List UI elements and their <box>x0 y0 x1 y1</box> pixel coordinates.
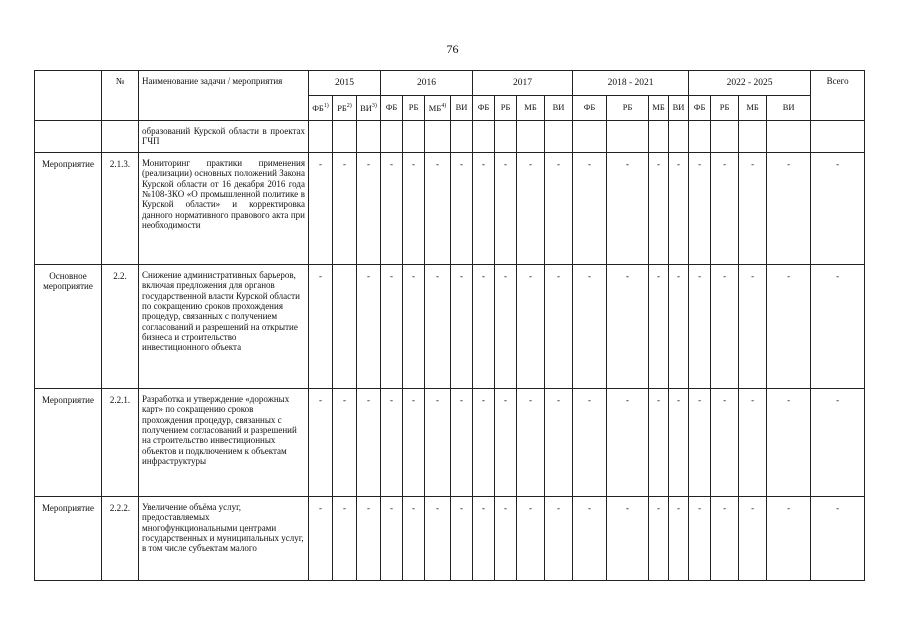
funding-cell: - <box>545 265 573 389</box>
header-source-label: РБ <box>408 102 419 113</box>
header-type <box>35 71 102 121</box>
header-source <box>333 96 357 121</box>
row-description: образований Курской области в проектах ГЧП <box>139 121 309 153</box>
footnote-marker: 1) <box>323 102 329 109</box>
row-number <box>102 121 139 153</box>
funding-cell <box>573 121 607 153</box>
funding-cell: - <box>607 265 649 389</box>
funding-cell: - <box>473 389 495 497</box>
table-header <box>35 71 865 121</box>
funding-table <box>34 70 865 581</box>
funding-cell <box>403 121 425 153</box>
header-source <box>739 96 767 121</box>
funding-cell: - <box>473 153 495 265</box>
funding-cell: - <box>689 389 711 497</box>
funding-cell: - <box>517 497 545 581</box>
funding-cell <box>739 121 767 153</box>
funding-cell: - <box>811 497 865 581</box>
header-year-2017: 2017 <box>473 71 573 96</box>
funding-cell: - <box>517 389 545 497</box>
funding-cell: - <box>381 265 403 389</box>
funding-cell <box>811 121 865 153</box>
funding-cell <box>517 121 545 153</box>
header-source <box>669 96 689 121</box>
row-number: 2.1.3. <box>102 153 139 265</box>
row-description: Мониторинг практики применения (реализации) основных положений Закона Курской области от 16 декабря 2016 года №108-ЗКО «О промышленной политике в Курской области» и корректировка данного нормативного правового акта при необходимости <box>139 153 309 265</box>
header-source <box>451 96 473 121</box>
funding-cell <box>545 121 573 153</box>
table-row <box>35 265 865 389</box>
funding-cell: - <box>711 265 739 389</box>
funding-cell: - <box>669 265 689 389</box>
header-source-label: ФБ <box>693 102 706 113</box>
footnote-marker: 4) <box>441 102 447 109</box>
header-num: № <box>102 71 139 121</box>
funding-cell: - <box>649 153 669 265</box>
funding-cell: - <box>473 497 495 581</box>
row-description: Увеличение объёма услуг, предоставляемых многофункциональными центрами государственных и муниципальных услуг, в том числе субъектам малого <box>139 497 309 581</box>
header-source-label: РБ <box>337 102 347 113</box>
header-source <box>381 96 403 121</box>
funding-cell: - <box>451 265 473 389</box>
header-source-label: ВИ <box>552 102 565 113</box>
funding-cell: - <box>811 265 865 389</box>
funding-cell: - <box>573 389 607 497</box>
funding-cell <box>451 121 473 153</box>
funding-cell: - <box>451 497 473 581</box>
header-source <box>517 96 545 121</box>
header-source-label: ВИ <box>782 102 795 113</box>
header-year-2016: 2016 <box>381 71 473 96</box>
funding-cell: - <box>689 497 711 581</box>
funding-cell: - <box>607 389 649 497</box>
funding-cell: - <box>425 389 451 497</box>
funding-cell: - <box>669 153 689 265</box>
funding-cell <box>669 121 689 153</box>
funding-cell <box>767 121 811 153</box>
footnote-marker: 2) <box>346 102 352 109</box>
header-source <box>711 96 739 121</box>
funding-cell: - <box>649 497 669 581</box>
funding-cell: - <box>495 389 517 497</box>
funding-cell: - <box>333 497 357 581</box>
funding-cell: - <box>811 389 865 497</box>
funding-cell: - <box>473 265 495 389</box>
header-source <box>573 96 607 121</box>
row-type: Мероприятие <box>35 389 102 497</box>
table-row <box>35 153 865 265</box>
header-source-label: ФБ <box>385 102 398 113</box>
header-source-label: ФБ <box>477 102 490 113</box>
table-row <box>35 497 865 581</box>
funding-cell: - <box>649 389 669 497</box>
funding-cell: - <box>357 389 381 497</box>
funding-cell: - <box>607 153 649 265</box>
footnote-marker: 3) <box>371 102 377 109</box>
header-source-label: МБ <box>428 102 442 113</box>
funding-cell: - <box>425 265 451 389</box>
row-number: 2.2.2. <box>102 497 139 581</box>
funding-cell: - <box>309 153 333 265</box>
funding-cell: - <box>425 497 451 581</box>
header-source <box>495 96 517 121</box>
funding-cell <box>711 121 739 153</box>
funding-cell: - <box>357 497 381 581</box>
header-source <box>403 96 425 121</box>
row-description: Снижение административных барьеров, включая предложения для органов государственной власти Курской области по сокращению сроков прохождения процедур, связанных с получением согласований и разрешений на открытие бизнеса и строительство инвестиционного объекта <box>139 265 309 389</box>
funding-cell: - <box>381 497 403 581</box>
header-year-2015: 2015 <box>309 71 381 96</box>
header-year-2022-2025: 2022 - 2025 <box>689 71 811 96</box>
row-type <box>35 121 102 153</box>
funding-cell: - <box>573 265 607 389</box>
funding-cell: - <box>545 153 573 265</box>
funding-cell: - <box>545 389 573 497</box>
funding-cell: - <box>357 153 381 265</box>
funding-cell <box>357 121 381 153</box>
funding-cell: - <box>739 497 767 581</box>
row-type: Мероприятие <box>35 497 102 581</box>
funding-cell: - <box>649 265 669 389</box>
funding-cell: - <box>739 389 767 497</box>
funding-cell: - <box>669 497 689 581</box>
header-source <box>357 96 381 121</box>
header-source <box>689 96 711 121</box>
page-number: 76 <box>446 42 459 56</box>
funding-cell <box>473 121 495 153</box>
funding-cell: - <box>451 153 473 265</box>
header-source-label: МБ <box>746 102 759 113</box>
row-number: 2.2.1. <box>102 389 139 497</box>
header-source <box>649 96 669 121</box>
funding-cell: - <box>607 497 649 581</box>
header-source <box>309 96 333 121</box>
row-number: 2.2. <box>102 265 139 389</box>
funding-cell: - <box>739 153 767 265</box>
funding-cell: - <box>309 389 333 497</box>
funding-cell: - <box>573 497 607 581</box>
funding-cell <box>333 265 357 389</box>
funding-cell: - <box>573 153 607 265</box>
header-year-2018-2021: 2018 - 2021 <box>573 71 689 96</box>
funding-cell <box>333 121 357 153</box>
header-source-label: ВИ <box>672 102 685 113</box>
funding-cell: - <box>517 153 545 265</box>
funding-cell <box>309 121 333 153</box>
funding-cell: - <box>381 389 403 497</box>
funding-cell: - <box>545 497 573 581</box>
funding-cell: - <box>711 497 739 581</box>
funding-cell: - <box>689 265 711 389</box>
funding-cell: - <box>357 265 381 389</box>
funding-cell: - <box>767 265 811 389</box>
funding-cell: - <box>451 389 473 497</box>
header-source <box>607 96 649 121</box>
funding-cell: - <box>495 153 517 265</box>
funding-cell: - <box>767 389 811 497</box>
header-source-label: МБ <box>524 102 537 113</box>
funding-cell <box>649 121 669 153</box>
row-type: Основное мероприятие <box>35 265 102 389</box>
funding-cell: - <box>495 265 517 389</box>
header-source-label: ФБ <box>312 102 324 113</box>
header-source-label: РБ <box>622 102 633 113</box>
funding-cell: - <box>333 153 357 265</box>
header-source-label: МБ <box>652 102 665 113</box>
funding-cell <box>381 121 403 153</box>
funding-cell: - <box>689 153 711 265</box>
header-name: Наименование задачи / мероприятия <box>139 71 309 121</box>
table-row <box>35 389 865 497</box>
table-body <box>35 121 865 581</box>
funding-cell: - <box>403 497 425 581</box>
funding-cell <box>689 121 711 153</box>
header-source-label: ВИ <box>455 102 468 113</box>
table-row <box>35 121 865 153</box>
funding-cell: - <box>333 389 357 497</box>
funding-cell: - <box>309 497 333 581</box>
funding-cell <box>425 121 451 153</box>
funding-cell: - <box>767 497 811 581</box>
funding-cell: - <box>425 153 451 265</box>
row-type: Мероприятие <box>35 153 102 265</box>
row-description: Разработка и утверждение «дорожных карт» по сокращению сроков прохождения процедур, связанных с получением согласований и разрешений на строительство инвестиционных объектов и подключением к объектам инфраструктуры <box>139 389 309 497</box>
header-source-label: РБ <box>500 102 511 113</box>
header-source-label: ВИ <box>360 102 372 113</box>
funding-cell <box>607 121 649 153</box>
funding-cell: - <box>403 389 425 497</box>
funding-cell: - <box>711 389 739 497</box>
header-source <box>425 96 451 121</box>
header-year-row <box>35 71 865 96</box>
funding-cell: - <box>517 265 545 389</box>
funding-cell: - <box>739 265 767 389</box>
header-total: Всего <box>811 71 865 121</box>
funding-cell: - <box>669 389 689 497</box>
header-source <box>473 96 495 121</box>
header-source-label: ФБ <box>583 102 596 113</box>
funding-cell: - <box>711 153 739 265</box>
funding-cell: - <box>811 153 865 265</box>
funding-cell: - <box>381 153 403 265</box>
funding-cell: - <box>309 265 333 389</box>
funding-cell <box>495 121 517 153</box>
funding-cell: - <box>403 265 425 389</box>
funding-cell: - <box>403 153 425 265</box>
header-source <box>545 96 573 121</box>
header-source-label: РБ <box>719 102 730 113</box>
funding-cell: - <box>495 497 517 581</box>
funding-cell: - <box>767 153 811 265</box>
header-source <box>767 96 811 121</box>
